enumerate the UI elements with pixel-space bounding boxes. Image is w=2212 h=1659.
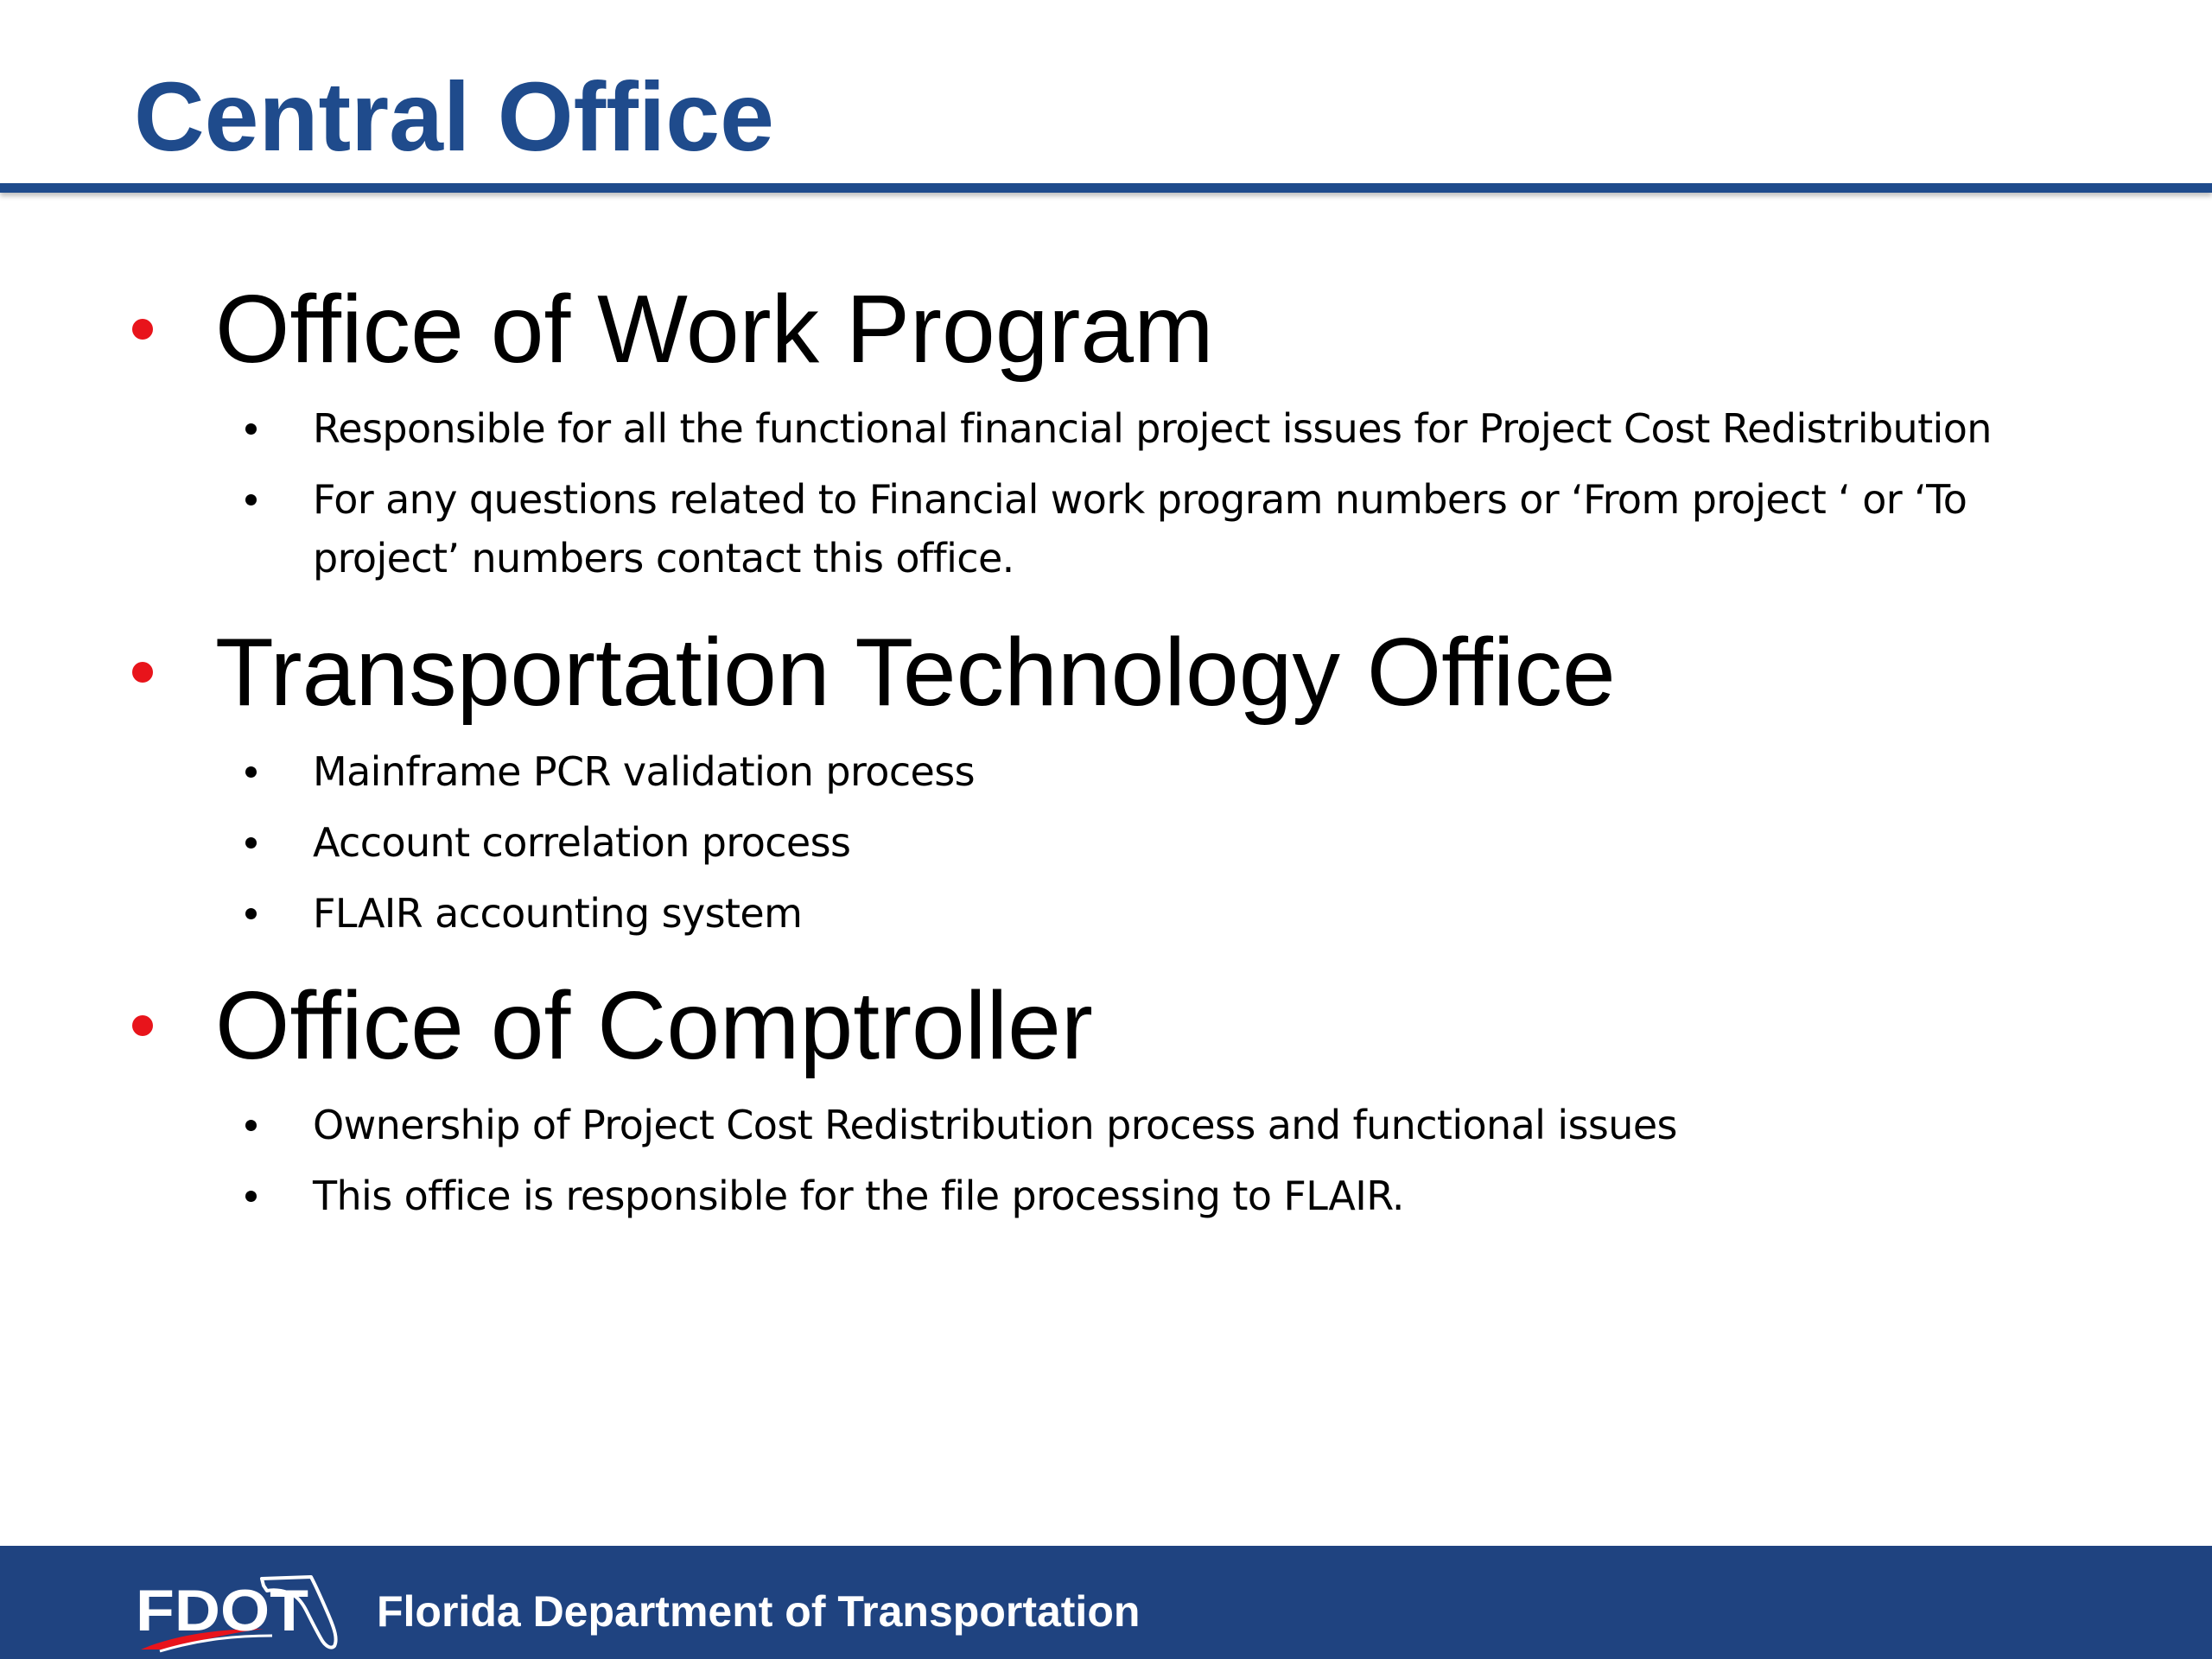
red-bullet-icon: [132, 1015, 153, 1036]
list-item-text: Mainframe PCR validation process: [313, 748, 975, 795]
list-item-text: Ownership of Project Cost Redistribution process and functional issues: [313, 1102, 1677, 1148]
bullet-icon: [245, 494, 257, 505]
section-heading: Office of Comptroller: [215, 972, 1093, 1079]
red-bullet-icon: [132, 662, 153, 683]
bullet-icon: [245, 766, 257, 778]
bullet-icon: [245, 837, 257, 849]
bullet-icon: [245, 908, 257, 919]
slide-title: Central Office: [134, 62, 774, 171]
bullet-icon: [245, 1120, 257, 1131]
list-item-text: This office is responsible for the file processing to FLAIR.: [313, 1173, 1404, 1219]
bullet-icon: [245, 423, 257, 435]
list-item-text: For any questions related to Financial work program numbers or ‘From project ‘ or ‘To project’ numbers contact this office.: [313, 476, 1967, 582]
title-divider: [0, 183, 2212, 193]
section-heading: Office of Work Program: [215, 276, 1214, 383]
red-bullet-icon: [132, 319, 153, 340]
fdot-logo-text: FDOT: [136, 1578, 308, 1643]
list-item-text: FLAIR accounting system: [313, 890, 803, 937]
fdot-logo: [134, 1560, 350, 1655]
bullet-icon: [245, 1191, 257, 1202]
organization-name: Florida Department of Transportation: [377, 1587, 1141, 1636]
list-item-text: Account correlation process: [313, 819, 851, 866]
section-heading: Transportation Technology Office: [215, 619, 1616, 726]
list-item-text: Responsible for all the functional financial project issues for Project Cost Redistribution: [313, 405, 1992, 452]
